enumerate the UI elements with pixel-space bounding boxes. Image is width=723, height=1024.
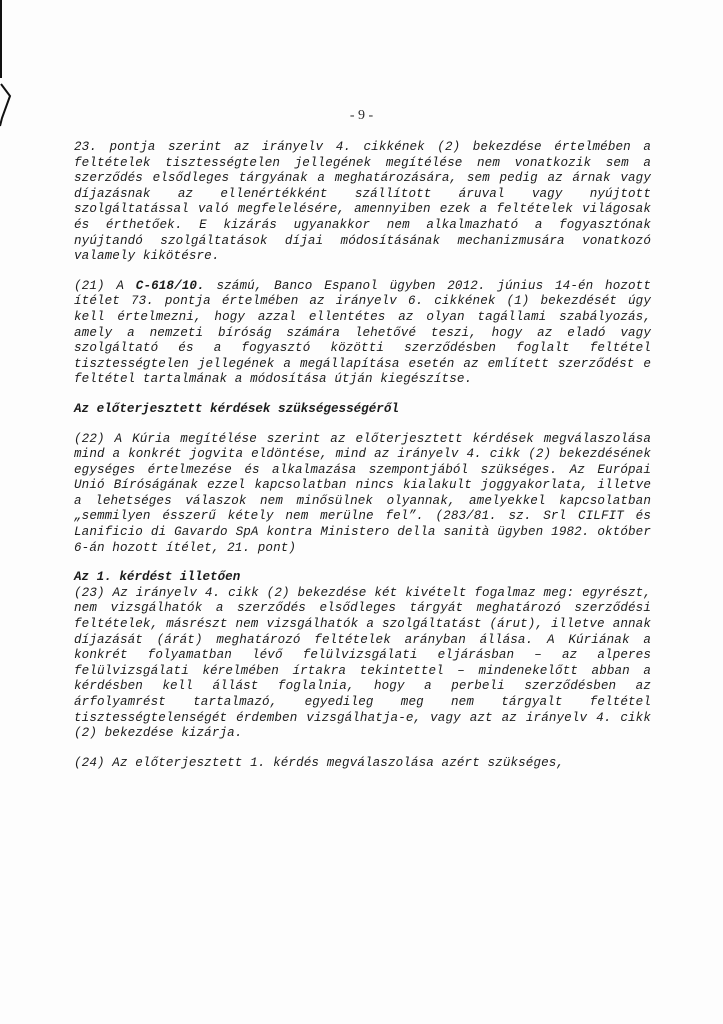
- paragraph-21-prefix: (21) A: [74, 278, 136, 293]
- section-heading-necessity: Az előterjesztett kérdések szükségességéről: [74, 401, 399, 416]
- paragraph-23: (23) Az irányelv 4. cikk (2) bekezdése két kivételt fogalmaz meg: egyrészt, nem vizsgálhatók a szerződés elsődleges tárgyát meghatározó szerződési feltételek, másrészt nem vizsgálhatók a szolgáltatást (árut), illetve annak díjazását (árát) meghatározó feltételek arányban állása. A Kúriának a konkrét folyamatban lévő felülvizsgálati eljárásban – az alperes felülvizsgálati kérelmében írtakra tekintettel – mindenekelőtt abban a kérdésben kell állást foglalnia, hogy a perbeli szerződésben az árfolyamrést tartalmazó, egyedileg meg nem tárgyalt feltétel tisztességtelenségét érdemben vizsgálhatja-e, vagy azt az irányelv 4. cikk (2) bekezdése kizárja.: [74, 585, 651, 741]
- paragraph-20-continuation: 23. pontja szerint az irányelv 4. cikkének (2) bekezdése értelmében a feltételek tisztességtelen jellegének megítélése nem vonatkozik sem a szerződés elsődleges tárgyának a meghatározására, sem pedig az árnak vagy díjazásnak az ellenértékként szállított áruval vagy nyújtott szolgáltatással való megfelelésére, amennyiben ezek a feltételek világosak és érthetőek. E kizárás ugyanakkor nem alkalmazható a fogyasztónak nyújtandó szolgáltatások díjai módosításának mechanizmusára vonatkozó valamely kikötésre.: [74, 140, 651, 264]
- paragraph-21: [74, 279, 651, 388]
- case-number: C-618/10.: [135, 278, 205, 293]
- document-body: [74, 140, 651, 785]
- paragraph-24-start: (24) Az előterjesztett 1. kérdés megválaszolása azért szükséges,: [74, 755, 565, 770]
- section-heading-question-1: Az 1. kérdést illetően: [74, 570, 241, 585]
- paragraph-21-text: számú, Banco Espanol ügyben 2012. június 14-én hozott ítélet 73. pontja értelmében az irányelv 6. cikkének (1) bekezdését úgy kell értelmezni, hogy azzal ellentétes az olyan tagállami szabályozás, amely a nemzeti bíróság számára lehetővé teszi, hogy az eladó vagy szolgáltató és a fogyasztó közötti szerződésben foglalt feltétel tisztességtelen jellegének a megállapítása esetén az említett szerződést e feltétel tartalmának a módosítása útján kiegészítse.: [74, 278, 651, 387]
- page-number: - 9 -: [349, 108, 374, 123]
- paragraph-22: (22) A Kúria megítélése szerint az előterjesztett kérdések megválaszolása mind a konkrét jogvita eldöntése, mind az irányelv 4. cikk (2) bekezdésének egységes értelmezése és alkalmazása szempontjából szükséges. Az Európai Unió Bíróságának ezzel kapcsolatban nincs kialakult joggyakorlata, illetve a lehetséges válaszok nem minősülnek olyannak, amelyekkel kapcsolatban „semmilyen ésszerű kétely nem merülne fel”. (283/81. sz. Srl CILFIT és Lanificio di Gavardo SpA kontra Ministero della sanità ügyben 1982. október 6-án hozott ítélet, 21. pont): [74, 431, 651, 555]
